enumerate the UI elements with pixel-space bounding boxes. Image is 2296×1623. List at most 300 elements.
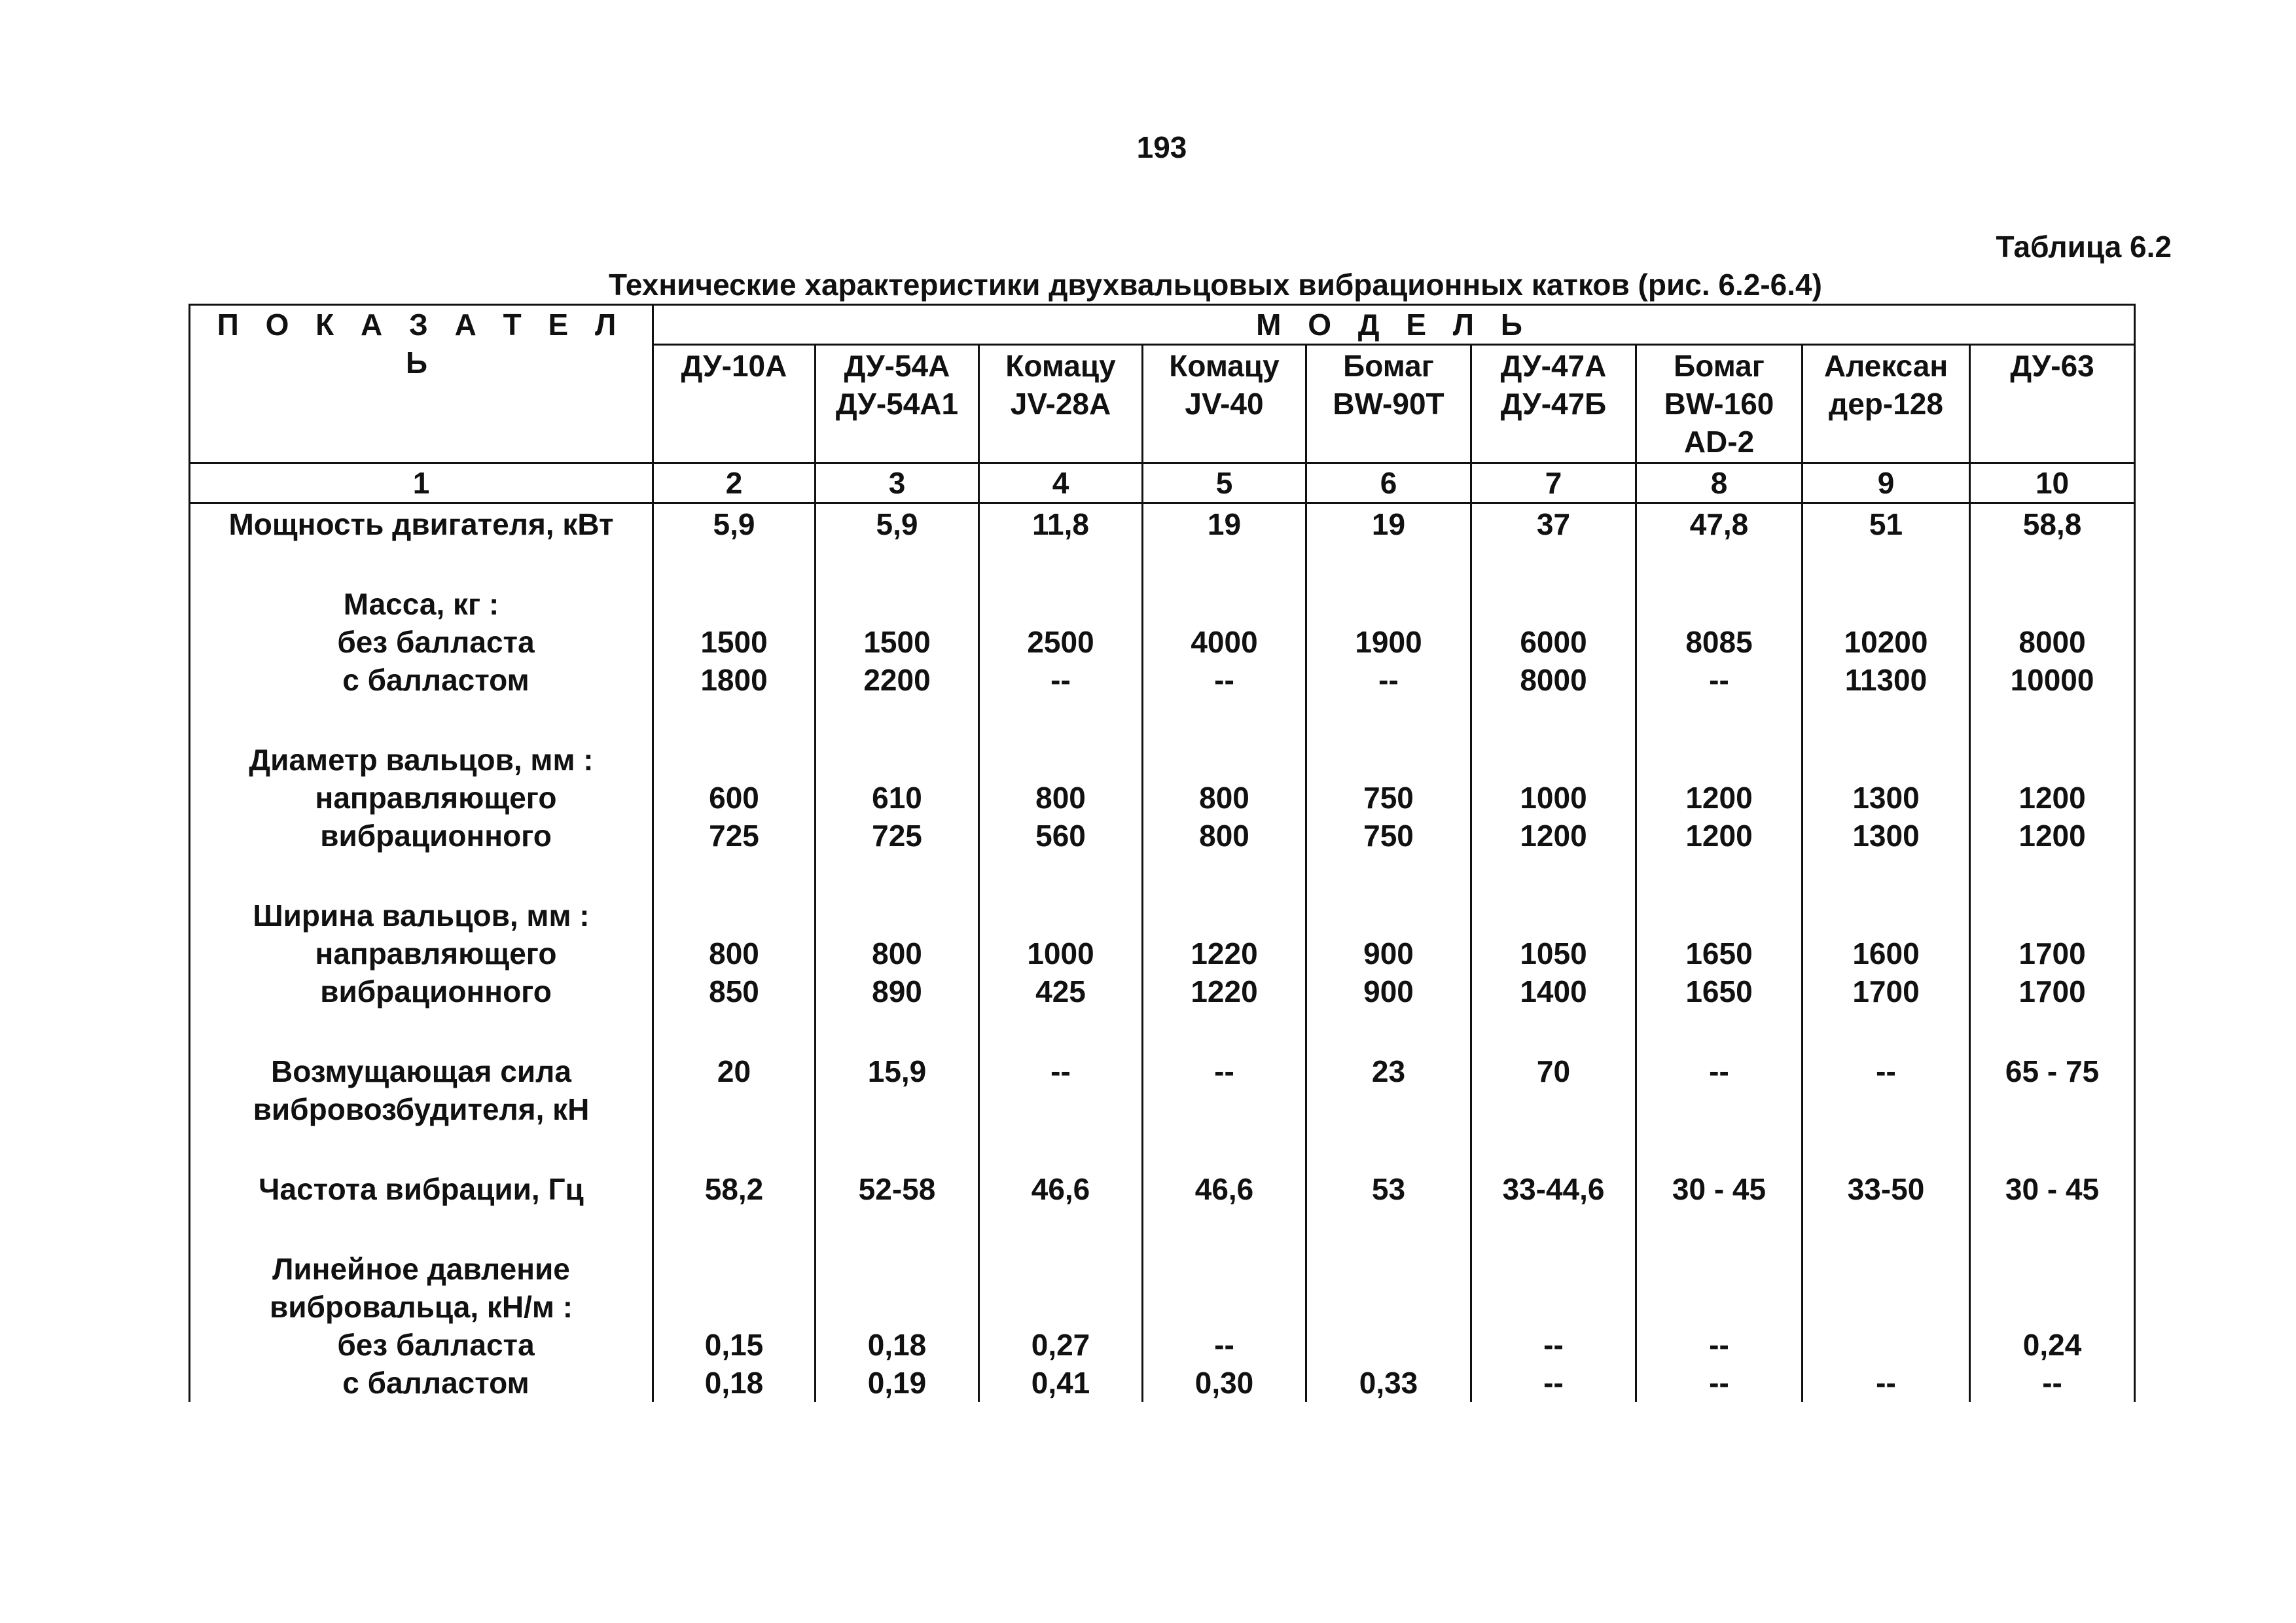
- empty-line: [1477, 585, 1630, 623]
- cell-line: 11300: [1844, 663, 1928, 697]
- value-cell: [1143, 584, 1306, 699]
- model-name-cell: [653, 345, 816, 463]
- cell-line: Комацу: [1005, 349, 1116, 383]
- cell-line: 800: [1199, 781, 1249, 815]
- empty-line: [985, 1288, 1136, 1326]
- spacer-cell: [816, 699, 979, 740]
- model-name-cell: [1306, 345, 1471, 463]
- cell-line: 1200: [1685, 819, 1753, 853]
- empty-line: [1808, 585, 1964, 623]
- model-header: М О Д Е Л Ь: [653, 305, 2135, 345]
- empty-line: [1976, 741, 2128, 779]
- cell-line: 58,8: [2022, 507, 2082, 541]
- cell-line: 1300: [1852, 819, 1920, 853]
- column-number: 4: [979, 463, 1143, 503]
- table-label: Таблица 6.2: [1996, 230, 2172, 264]
- value-cell: [1471, 1249, 1636, 1402]
- spacer-cell: [653, 855, 816, 895]
- value-cell: [1471, 740, 1636, 855]
- empty-line: [1808, 1250, 1964, 1288]
- cell-line: ДУ-47А: [1500, 349, 1607, 383]
- spacer-cell: [190, 543, 653, 584]
- spacer-cell: [1970, 1010, 2135, 1051]
- cell-line: 1900: [1355, 625, 1422, 659]
- indicator-label: [190, 1169, 653, 1208]
- cell-line: 1650: [1685, 936, 1753, 971]
- cell-line: --: [1876, 1366, 1896, 1400]
- empty-line: [821, 585, 973, 623]
- spacer-cell: [979, 1010, 1143, 1051]
- value-cell: [1306, 584, 1471, 699]
- empty-line: [659, 897, 809, 935]
- empty-line: [1477, 1250, 1630, 1288]
- column-numbers-row: [190, 463, 2135, 503]
- empty-line: [821, 1288, 973, 1326]
- empty-line: [1312, 1250, 1465, 1288]
- spacer-cell: [1306, 1128, 1471, 1169]
- cell-line: Комацу: [1169, 349, 1280, 383]
- cell-line: 1000: [1027, 936, 1094, 971]
- spacer-cell: [1306, 699, 1471, 740]
- empty-line: [1149, 1288, 1300, 1326]
- spacer-cell: [1143, 699, 1306, 740]
- spacer-cell: [190, 855, 653, 895]
- spacer-cell: [816, 1010, 979, 1051]
- empty-line: [821, 1250, 973, 1288]
- cell-line: 1800: [700, 663, 768, 697]
- cell-line: 1500: [700, 625, 768, 659]
- spec-table: [188, 304, 2136, 1402]
- value-cell: [979, 740, 1143, 855]
- value-cell: [816, 1169, 979, 1208]
- cell-line: направляющего: [315, 936, 557, 971]
- cell-line: 19: [1371, 507, 1406, 541]
- empty-line: [1808, 1288, 1964, 1326]
- value-cell: [653, 740, 816, 855]
- cell-line: --: [1543, 1366, 1564, 1400]
- value-cell: [1143, 895, 1306, 1010]
- value-cell: [979, 895, 1143, 1010]
- empty-line: [985, 897, 1136, 935]
- cell-line: 600: [709, 781, 759, 815]
- cell-line: 10200: [1844, 625, 1928, 659]
- spacer-cell: [979, 855, 1143, 895]
- cell-line: --: [1378, 663, 1399, 697]
- cell-line: 8085: [1685, 625, 1753, 659]
- cell-line: 900: [1363, 974, 1414, 1008]
- table-row: [190, 1051, 2135, 1128]
- spacer-cell: [816, 1128, 979, 1169]
- cell-line: Ширина вальцов, мм :: [253, 899, 590, 933]
- value-cell: [1970, 1249, 2135, 1402]
- cell-line: 6000: [1520, 625, 1587, 659]
- cell-line: 0,18: [867, 1328, 927, 1362]
- empty-line: [659, 585, 809, 623]
- cell-line: Бомаг: [1674, 349, 1765, 383]
- cell-line: 890: [872, 974, 922, 1008]
- cell-line: 46,6: [1194, 1172, 1254, 1206]
- cell-line: Алексан: [1823, 349, 1948, 383]
- cell-line: ДУ-10А: [681, 349, 787, 383]
- cell-line: 1650: [1685, 974, 1753, 1008]
- model-name-cell: [1970, 345, 2135, 463]
- cell-line: 610: [872, 781, 922, 815]
- value-cell: [816, 740, 979, 855]
- cell-line: JV-40: [1185, 387, 1264, 421]
- spacer-cell: [816, 1208, 979, 1249]
- value-cell: [1471, 503, 1636, 544]
- value-cell: [1636, 1169, 1803, 1208]
- cell-line: --: [1543, 1328, 1564, 1362]
- spacer-cell: [190, 1010, 653, 1051]
- value-cell: [1803, 503, 1970, 544]
- cell-line: 725: [709, 819, 759, 853]
- cell-line: 0,27: [1031, 1328, 1090, 1362]
- value-cell: [653, 584, 816, 699]
- cell-line: 11,8: [1032, 507, 1089, 541]
- spacer-cell: [1143, 1128, 1306, 1169]
- cell-line: --: [1709, 663, 1729, 697]
- cell-line: 58,2: [704, 1172, 764, 1206]
- empty-line: [659, 741, 809, 779]
- spacer-cell: [1970, 1208, 2135, 1249]
- cell-line: 0,41: [1031, 1366, 1090, 1400]
- spacer-cell: [1636, 543, 1803, 584]
- value-cell: [979, 1249, 1143, 1402]
- spacer-cell: [653, 1128, 816, 1169]
- value-cell: [1471, 1051, 1636, 1128]
- value-cell: [1803, 1051, 1970, 1128]
- header-row-top: [190, 305, 2135, 345]
- cell-line: 1600: [1852, 936, 1920, 971]
- cell-line: без балласта: [337, 1328, 535, 1362]
- spacer-cell: [1143, 543, 1306, 584]
- value-cell: [1306, 740, 1471, 855]
- indicator-label: [190, 584, 653, 699]
- spacer-cell: [979, 543, 1143, 584]
- cell-line: вибрационного: [320, 819, 552, 853]
- cell-line: 1220: [1191, 936, 1258, 971]
- table-row: [190, 503, 2135, 544]
- cell-line: 1200: [1520, 819, 1587, 853]
- cell-line: дер-128: [1829, 387, 1943, 421]
- cell-line: 800: [1199, 819, 1249, 853]
- cell-line: с балластом: [342, 663, 529, 697]
- value-cell: [816, 1249, 979, 1402]
- spacer-cell: [653, 699, 816, 740]
- model-name-cell: [1636, 345, 1803, 463]
- cell-line: 0,33: [1359, 1366, 1418, 1400]
- spacer-cell: [816, 543, 979, 584]
- cell-line: --: [1709, 1328, 1729, 1362]
- cell-line: 800: [709, 936, 759, 971]
- cell-line: --: [1214, 663, 1234, 697]
- value-cell: [816, 503, 979, 544]
- spacer-cell: [1143, 1208, 1306, 1249]
- column-number: 9: [1803, 463, 1970, 503]
- cell-line: [1808, 1326, 1964, 1364]
- value-cell: [1803, 1249, 1970, 1402]
- empty-line: [1976, 585, 2128, 623]
- value-cell: [1143, 503, 1306, 544]
- indicator-header: П О К А З А Т Е Л Ь: [190, 305, 653, 463]
- column-number: 3: [816, 463, 979, 503]
- value-cell: [1636, 740, 1803, 855]
- cell-line: 46,6: [1031, 1172, 1090, 1206]
- value-cell: [816, 584, 979, 699]
- empty-line: [1149, 1250, 1300, 1288]
- spacer-row: [190, 699, 2135, 740]
- value-cell: [1803, 740, 1970, 855]
- cell-line: 30 - 45: [2005, 1172, 2100, 1206]
- value-cell: [1803, 584, 1970, 699]
- value-cell: [1306, 1169, 1471, 1208]
- spacer-cell: [1306, 1010, 1471, 1051]
- spacer-cell: [1143, 855, 1306, 895]
- cell-line: --: [1709, 1366, 1729, 1400]
- cell-line: 0,18: [704, 1366, 764, 1400]
- cell-line: 1220: [1191, 974, 1258, 1008]
- spacer-cell: [979, 1208, 1143, 1249]
- spacer-cell: [816, 855, 979, 895]
- cell-line: 10000: [2010, 663, 2094, 697]
- spacer-cell: [190, 1208, 653, 1249]
- empty-line: [1149, 897, 1300, 935]
- cell-line: Бомаг: [1343, 349, 1434, 383]
- empty-line: [985, 585, 1136, 623]
- cell-line: 8000: [1520, 663, 1587, 697]
- cell-line: вибрационного: [320, 974, 552, 1008]
- spacer-cell: [1636, 855, 1803, 895]
- cell-line: 0,15: [704, 1328, 764, 1362]
- spacer-cell: [1970, 543, 2135, 584]
- empty-line: [1808, 741, 1964, 779]
- table-row: [190, 1249, 2135, 1402]
- cell-line: 0,30: [1194, 1366, 1254, 1400]
- indicator-label: [190, 895, 653, 1010]
- spacer-cell: [1471, 855, 1636, 895]
- cell-line: 800: [1035, 781, 1086, 815]
- cell-line: ДУ-54А: [844, 349, 950, 383]
- cell-line: 1700: [2018, 936, 2086, 971]
- value-cell: [1143, 740, 1306, 855]
- table-caption: Технические характеристики двухвальцовых вибрационных катков (рис. 6.2-6.4): [609, 268, 1822, 302]
- spacer-cell: [1803, 855, 1970, 895]
- spacer-cell: [1803, 1128, 1970, 1169]
- cell-line: 750: [1363, 781, 1414, 815]
- cell-line: [1312, 1326, 1465, 1364]
- spacer-cell: [653, 1010, 816, 1051]
- cell-line: 37: [1536, 507, 1571, 541]
- spacer-cell: [1970, 699, 2135, 740]
- cell-line: 850: [709, 974, 759, 1008]
- empty-line: [1477, 741, 1630, 779]
- cell-line: 47,8: [1689, 507, 1749, 541]
- spacer-cell: [1471, 1128, 1636, 1169]
- empty-line: [659, 1288, 809, 1326]
- indicator-label: [190, 740, 653, 855]
- cell-line: 53: [1371, 1172, 1406, 1206]
- value-cell: [1970, 740, 2135, 855]
- cell-line: Мощность двигателя, кВт: [228, 507, 614, 541]
- model-name-cell: [979, 345, 1143, 463]
- value-cell: [653, 895, 816, 1010]
- cell-line: 0,19: [867, 1366, 927, 1400]
- value-cell: [816, 895, 979, 1010]
- empty-line: [1642, 1288, 1796, 1326]
- cell-line: 725: [872, 819, 922, 853]
- column-number: 10: [1970, 463, 2135, 503]
- spacer-cell: [1803, 699, 1970, 740]
- empty-line: [1642, 1250, 1796, 1288]
- value-cell: [1471, 1169, 1636, 1208]
- empty-line: [821, 897, 973, 935]
- spacer-row: [190, 1128, 2135, 1169]
- cell-line: 1050: [1520, 936, 1587, 971]
- value-cell: [1306, 1051, 1471, 1128]
- cell-line: без балласта: [337, 625, 535, 659]
- value-cell: [1143, 1249, 1306, 1402]
- cell-line: 1300: [1852, 781, 1920, 815]
- value-cell: [1306, 895, 1471, 1010]
- cell-line: 1000: [1520, 781, 1587, 815]
- cell-line: 8000: [2018, 625, 2086, 659]
- spacer-row: [190, 543, 2135, 584]
- cell-line: 1200: [1685, 781, 1753, 815]
- value-cell: [1471, 895, 1636, 1010]
- empty-line: [985, 741, 1136, 779]
- empty-line: [1312, 1288, 1465, 1326]
- cell-line: --: [1050, 1054, 1071, 1088]
- cell-line: 0,24: [2022, 1328, 2082, 1362]
- cell-line: Диаметр вальцов, мм :: [249, 743, 594, 777]
- empty-line: [1149, 585, 1300, 623]
- empty-line: [659, 1250, 809, 1288]
- empty-line: [1976, 1288, 2128, 1326]
- table-row: [190, 584, 2135, 699]
- column-number: 6: [1306, 463, 1471, 503]
- indicator-label: [190, 1249, 653, 1402]
- cell-line: ДУ-63: [2010, 349, 2094, 383]
- spacer-cell: [1970, 855, 2135, 895]
- cell-line: 900: [1363, 936, 1414, 971]
- empty-line: [1477, 1288, 1630, 1326]
- value-cell: [1306, 1249, 1471, 1402]
- cell-line: AD-2: [1683, 425, 1755, 459]
- cell-line: --: [1050, 663, 1071, 697]
- value-cell: [1636, 895, 1803, 1010]
- value-cell: [979, 1051, 1143, 1128]
- empty-line: [1808, 897, 1964, 935]
- empty-line: [1312, 897, 1465, 935]
- spacer-cell: [653, 1208, 816, 1249]
- cell-line: --: [1709, 1054, 1729, 1088]
- spacer-cell: [190, 699, 653, 740]
- column-number: 1: [190, 463, 653, 503]
- cell-line: --: [2042, 1366, 2062, 1400]
- cell-line: JV-28А: [1010, 387, 1111, 421]
- value-cell: [1970, 1051, 2135, 1128]
- value-cell: [1471, 584, 1636, 699]
- value-cell: [1803, 895, 1970, 1010]
- model-name-cell: [816, 345, 979, 463]
- value-cell: [653, 1169, 816, 1208]
- cell-line: 2500: [1027, 625, 1094, 659]
- cell-line: --: [1214, 1054, 1234, 1088]
- cell-line: 65 - 75: [2005, 1054, 2100, 1088]
- cell-line: 33-44,6: [1502, 1172, 1605, 1206]
- indicator-label: [190, 1051, 653, 1128]
- value-cell: [1636, 584, 1803, 699]
- value-cell: [1803, 1169, 1970, 1208]
- spacer-cell: [1636, 1010, 1803, 1051]
- empty-line: [1642, 897, 1796, 935]
- value-cell: [1636, 503, 1803, 544]
- spacer-cell: [1803, 1208, 1970, 1249]
- cell-line: 5,9: [876, 507, 918, 541]
- cell-line: 1200: [2018, 819, 2086, 853]
- cell-line: с балластом: [342, 1366, 529, 1400]
- spacer-cell: [1471, 1010, 1636, 1051]
- cell-line: BW-160: [1664, 387, 1774, 421]
- cell-line: 1200: [2018, 781, 2086, 815]
- empty-line: [1477, 897, 1630, 935]
- cell-line: ДУ-47Б: [1500, 387, 1607, 421]
- cell-line: 33-50: [1847, 1172, 1925, 1206]
- value-cell: [1306, 503, 1471, 544]
- indicator-label: [190, 503, 653, 544]
- cell-line: 1500: [863, 625, 931, 659]
- empty-line: [1312, 585, 1465, 623]
- value-cell: [979, 503, 1143, 544]
- empty-line: [1642, 585, 1796, 623]
- spacer-cell: [1471, 1208, 1636, 1249]
- value-cell: [1970, 584, 2135, 699]
- cell-line: 15,9: [867, 1054, 927, 1088]
- cell-line: 800: [872, 936, 922, 971]
- value-cell: [653, 1051, 816, 1128]
- cell-line: Масса, кг :: [343, 587, 499, 621]
- cell-line: 425: [1035, 974, 1086, 1008]
- value-cell: [1636, 1249, 1803, 1402]
- spacer-cell: [979, 699, 1143, 740]
- value-cell: [1970, 503, 2135, 544]
- cell-line: 1700: [2018, 974, 2086, 1008]
- spacer-cell: [1636, 1208, 1803, 1249]
- column-number: 5: [1143, 463, 1306, 503]
- cell-line: BW-90Т: [1333, 387, 1444, 421]
- empty-line: [821, 741, 973, 779]
- model-name-cell: [1471, 345, 1636, 463]
- value-cell: [1636, 1051, 1803, 1128]
- table-row: [190, 1169, 2135, 1208]
- spacer-cell: [1636, 1128, 1803, 1169]
- cell-line: 51: [1869, 507, 1903, 541]
- cell-line: вибровозбудителя, кН: [253, 1092, 590, 1126]
- spacer-row: [190, 855, 2135, 895]
- table-row: [190, 740, 2135, 855]
- spacer-cell: [1143, 1010, 1306, 1051]
- empty-line: [1642, 741, 1796, 779]
- cell-line: 19: [1207, 507, 1242, 541]
- cell-line: Линейное давление: [272, 1252, 570, 1286]
- value-cell: [979, 584, 1143, 699]
- value-cell: [1970, 895, 2135, 1010]
- spacer-cell: [1636, 699, 1803, 740]
- cell-line: --: [1876, 1054, 1896, 1088]
- column-number: 8: [1636, 463, 1803, 503]
- cell-line: 2200: [863, 663, 931, 697]
